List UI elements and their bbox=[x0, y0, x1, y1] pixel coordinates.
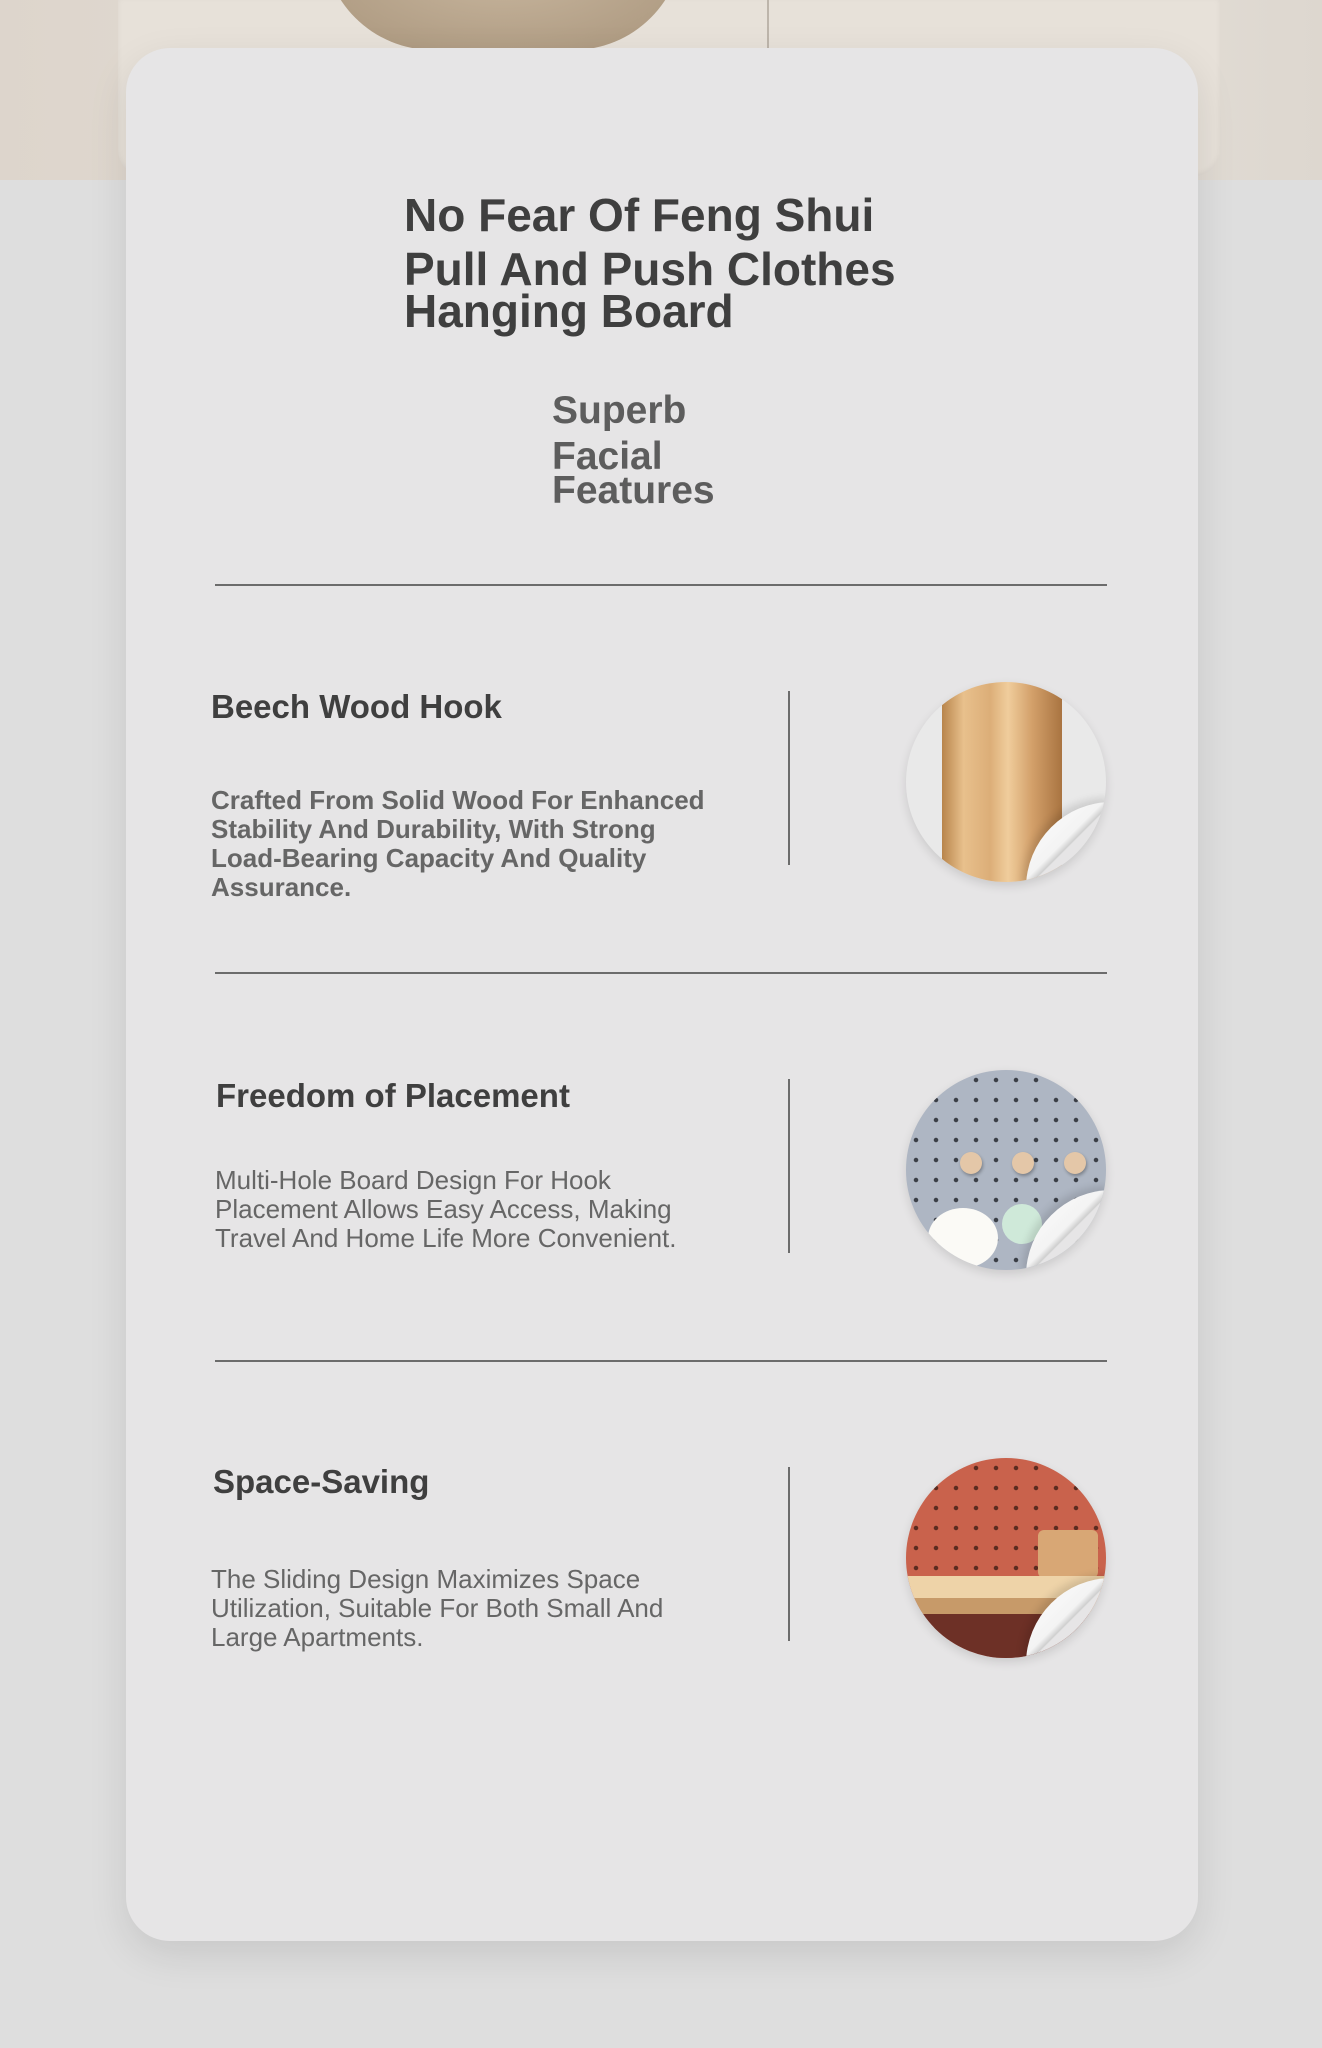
subtitle-line: Features bbox=[552, 469, 715, 512]
subtitle-line: Facial bbox=[552, 435, 663, 478]
vertical-divider bbox=[788, 1079, 790, 1253]
gray-pegboard-photo bbox=[906, 1070, 1106, 1270]
beech-wood-board-photo bbox=[906, 682, 1106, 882]
feature-title-freedom-of-placement: Freedom of Placement bbox=[216, 1077, 570, 1114]
terracotta-pegboard-photo bbox=[906, 1458, 1106, 1658]
round-mirror-photo bbox=[323, 0, 683, 50]
feature-title-space-saving: Space-Saving bbox=[213, 1463, 430, 1500]
flower-decoration bbox=[928, 1208, 998, 1268]
vertical-divider bbox=[788, 691, 790, 865]
divider bbox=[215, 584, 1107, 586]
feature-description: The Sliding Design Maximizes Space Utilization, Suitable For Both Small And Large Apartments. bbox=[211, 1564, 664, 1652]
page-title bbox=[404, 190, 944, 336]
feature-description: Multi-Hole Board Design For Hook Placement Allows Easy Access, Making Travel And Home Life More Convenient. bbox=[215, 1165, 677, 1253]
title-line: No Fear Of Feng Shui bbox=[404, 189, 875, 241]
peg-knob bbox=[1012, 1152, 1034, 1174]
page-subtitle bbox=[552, 389, 812, 512]
vertical-divider bbox=[788, 1467, 790, 1641]
camera-decoration bbox=[1038, 1530, 1098, 1578]
title-line: Hanging Board bbox=[404, 285, 734, 337]
peg-knob bbox=[960, 1152, 982, 1174]
feature-title-beech-wood-hook: Beech Wood Hook bbox=[211, 688, 502, 725]
feature-description: Crafted From Solid Wood For Enhanced Stability And Durability, With Strong Load-Bearing Capacity And Quality Assurance. bbox=[211, 785, 705, 902]
divider bbox=[215, 972, 1107, 974]
page-curl bbox=[1026, 1190, 1106, 1270]
title-line: Pull And Push Clothes bbox=[404, 243, 896, 295]
subtitle-line: Superb bbox=[552, 389, 687, 432]
peg-knob bbox=[1064, 1152, 1086, 1174]
divider bbox=[215, 1360, 1107, 1362]
